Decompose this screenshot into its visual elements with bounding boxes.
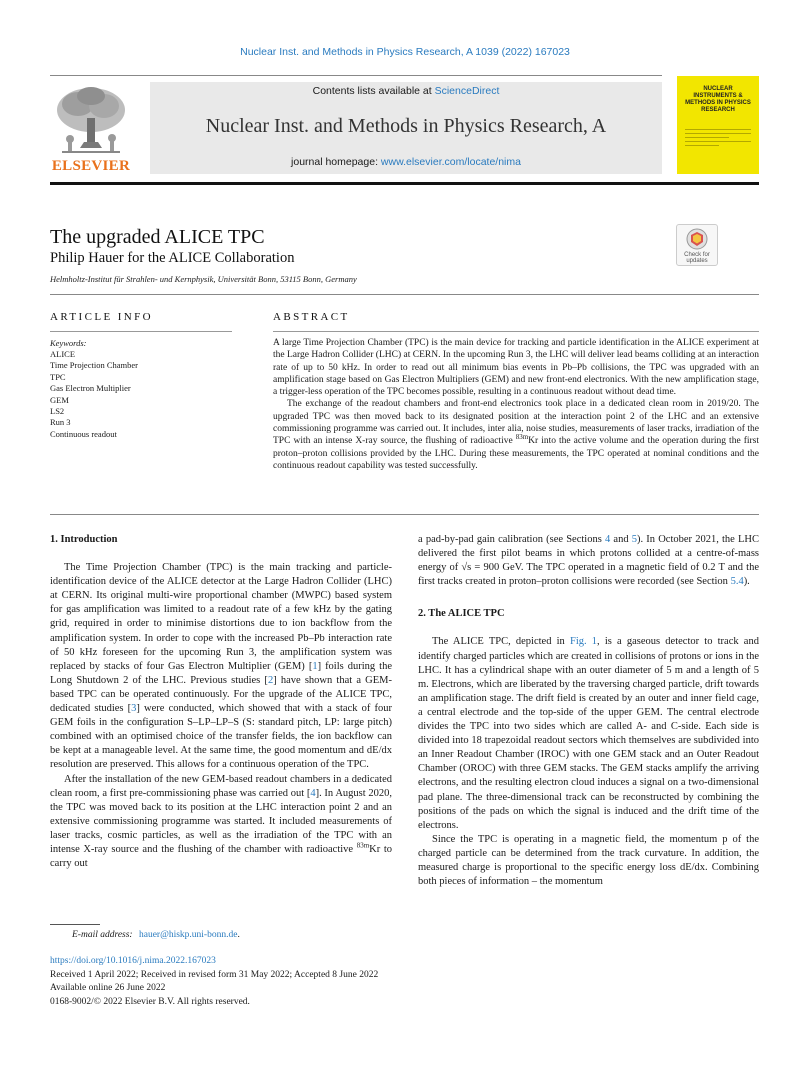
section-link-5-4[interactable]: 5.4 <box>730 576 744 588</box>
isotope-superscript: 83m <box>356 841 370 850</box>
received-dates: Received 1 April 2022; Received in revised form 31 May 2022; Accepted 8 June 2022 <box>50 969 379 980</box>
section-link-4[interactable]: 4 <box>604 534 611 545</box>
abstract-text <box>273 337 759 472</box>
abstract-rule <box>273 331 759 332</box>
publisher-name: ELSEVIER <box>51 158 131 174</box>
check-updates-label: Check for updates <box>684 252 710 264</box>
tree-icon <box>50 84 132 156</box>
intro-text-span: ] were conducted, which showed that with a stack of four GEM foils in the configuration S–LP–LP–S (S: standard pitch, LP: large pitch) combined with an optimised choice of the transfer fields, the ion backflow can be kept at a manageable level. At the same time, the good momentum and dE/dx resolution are preserved. This allows for a continuous operation of the TPC. <box>50 703 393 771</box>
footnote-email <box>72 930 240 940</box>
intro-text-span: and <box>610 534 632 545</box>
masthead-bottom-rule <box>50 182 759 185</box>
right-column <box>418 533 759 889</box>
sciencedirect-link[interactable]: ScienceDirect <box>434 85 500 97</box>
keyword: TPC <box>50 371 66 382</box>
alice-tpc-text-span: The ALICE TPC, depicted in <box>432 636 570 648</box>
keywords-list <box>50 349 138 440</box>
paper-authors: Philip Hauer for the ALICE Collaboration <box>50 250 295 266</box>
homepage-link[interactable]: www.elsevier.com/locate/nima <box>380 156 521 168</box>
doi-link[interactable]: https://doi.org/10.1016/j.nima.2022.167023 <box>50 956 216 966</box>
author-email-link[interactable]: hauer@hiskp.uni-bonn.de <box>138 930 238 940</box>
intro-text-span: ]. In August 2020, the TPC was moved back to its position at the LHC interaction point 2 and an extensive commissioning programme was started. It included measurements of laser tracks, cosmic particles, as well as the irradiation of the TPC with an intense X-ray source and the flushing of the chamber with radioactive <box>50 787 392 855</box>
check-for-updates-badge[interactable] <box>676 224 718 266</box>
reference-link-2[interactable]: 2 <box>267 674 274 686</box>
footnote-rule <box>50 924 100 925</box>
intro-text-span: ] foils during the Long Shutdown 2 of the LHC. Previous studies [ <box>50 660 392 686</box>
cover-decoration <box>677 126 759 149</box>
intro-text-span: ). <box>743 576 750 588</box>
article-info-rule <box>50 331 232 332</box>
keyword: LS2 <box>50 406 65 417</box>
keywords-label: Keywords: <box>50 338 87 348</box>
check-updates-icon <box>677 225 717 255</box>
reference-link-1[interactable]: 1 <box>312 660 318 672</box>
abstract-paragraph-2 <box>273 398 759 472</box>
intro-text-span: a pad-by-pad gain calibration (see Sections <box>418 534 605 545</box>
reference-link-4[interactable]: 4 <box>310 787 316 799</box>
keyword: GEM <box>50 394 69 405</box>
journal-cover[interactable] <box>677 76 759 174</box>
email-label: E-mail address: <box>72 930 133 940</box>
section-heading-alice-tpc: 2. The ALICE TPC <box>418 608 505 620</box>
title-bottom-rule <box>50 294 759 295</box>
contents-prefix: Contents lists available at <box>312 85 435 97</box>
email-tail: . <box>237 930 240 940</box>
article-info-heading: ARTICLE INFO <box>50 311 153 323</box>
abstract-bottom-rule <box>50 514 759 515</box>
keyword: Time Projection Chamber <box>50 360 138 371</box>
cover-title: NUCLEAR INSTRUMENTS & METHODS IN PHYSICS RESEARCH <box>685 86 751 113</box>
abstract-paragraph-1: A large Time Projection Chamber (TPC) is the main device for tracking and particle identification in the ALICE experiment at the Large Hadron Collider (LHC) at CERN. In the upcoming Run 3, the LHC will deliver lead beams colliding at an interaction rate of up to 50 kHz. In order to read out all minimum bias events in Pb–Pb collisions, the TPC was upgraded with an amplification stage based on Gas Electron Multipliers (GEM) and new front-end electronics. With the new amplification stage, a trigger-less operation of the TPC becomes possible, resulting in a continuous readout without dead time. <box>273 338 759 398</box>
intro-paragraph-3 <box>418 533 759 589</box>
intro-text-span: ). In October 2021, the LHC delivered the first pilot beams in which protons collided at a centre-of-mass energy of √s = 900 GeV. The TPC operated in a magnetic field of 0.2 T and the first tracks created in proton–proton collisions were recorded (see Section <box>418 534 760 588</box>
section-link-5[interactable]: 5 <box>631 534 637 545</box>
homepage-line <box>150 156 662 168</box>
intro-text-span: ] have shown that a GEM-based TPC can be operated continuously. For the upgrade of the ALICE TPC, dedicated studies [ <box>50 674 392 715</box>
section-heading-introduction: 1. Introduction <box>50 534 118 545</box>
contents-line <box>150 85 662 97</box>
copyright: 0168-9002/© 2022 Elsevier B.V. All rights reserved. <box>50 996 250 1007</box>
masthead-top-rule <box>50 75 662 76</box>
paper-title: The upgraded ALICE TPC <box>50 226 265 248</box>
reference-link-3[interactable]: 3 <box>131 703 137 715</box>
left-column <box>50 533 392 871</box>
abstract-text-span: Kr into the active volume and the operation during the first proton–proton collisions provided by the LHC. During these measurements, the TPC operated at nominal conditions and the continuous readout capability was tested successfully. <box>273 436 760 471</box>
intro-text-span: After the installation of the new GEM-based readout chambers in a dedicated clean room, a first pre-commissioning phase was carried out [ <box>50 773 392 799</box>
author-affiliation: Helmholtz-Institut für Strahlen- und Kernphysik, Universität Bonn, 53115 Bonn, Germany <box>50 274 357 284</box>
alice-tpc-paragraph-2: Since the TPC is operating in a magnetic field, the momentum p of the charged particle can be determined from the track curvature. In addition, the measured charge is proportional to the specific energy loss dE/dx. Combining both pieces of information – the momentum <box>418 833 759 888</box>
abstract-text-span: The exchange of the readout chambers and front-end electronics took place in a dedicated clean room in 2019/20. The upgraded TPC was then moved back to its designated position at the interaction point 2 of the LHC and an extensive commissioning programme was carried out. It includes, inter alia, noise studies, measurements of laser tracks, irradiation of the TPC with an intense X-ray source, the flushing of radioactive <box>273 399 759 447</box>
intro-paragraph-2 <box>50 773 392 872</box>
intro-text-span: Kr to carry out <box>50 843 392 870</box>
abstract-heading: ABSTRACT <box>273 311 350 323</box>
keyword: Continuous readout <box>50 428 117 439</box>
homepage-prefix: journal homepage: <box>291 156 381 168</box>
keyword: Gas Electron Multiplier <box>50 383 131 394</box>
article-history <box>50 955 378 1009</box>
figure-link-1[interactable]: Fig. 1 <box>569 636 598 648</box>
intro-paragraph-1 <box>50 561 392 772</box>
intro-text-span: The Time Projection Chamber (TPC) is the main tracking and particle-identification device of the ALICE detector at the Large Hadron Collider (LHC) at CERN. Its original multi-wire proportional chamber (MWPC) based system for gas amplification was limited to a readout rate of a few kHz by the gating grid, required in order to minimise distortions due to ion backflow from the amplification system. In order to cope with the increased Pb–Pb interaction rate of 50 kHz foreseen for the upcoming Run 3, the amplification system was replaced by stacks of four Gas Electron Multiplier (GEM) [ <box>50 562 392 672</box>
available-online: Available online 26 June 2022 <box>50 983 166 993</box>
alice-tpc-text-span: , is a gaseous detector to track and identify charged particles which are created in collisions of protons or ions in the LHC. It has a cylindrical shape with an outer diameter of 5 m and a length of 5 m. Electrons, which are liberated by the traversing charged particle, drift towards an amplification stage. The drift field is created by an outer and inner field cage, a central electrode and the top-side of the upper GEM. The central electrode divides the TPC into two sides which are called A- and C-side. Each side is divided into 18 trapezoidal readout sectors which themselves are subdivided into an Inner Readout Chamber (IROC) with one GEM stack and an Outer Readout Chamber (OROC) with three GEM stacks. The GEM stacks amplify the arriving electrons, and the resulting electron cloud induces a signal on a two-dimensional pad plane. The three-dimensional track can be reconstructed by combining the positions of the pads on which the signal is induced and the drift time of the electrons. <box>418 636 759 831</box>
keyword: ALICE <box>50 349 76 359</box>
isotope-superscript: 83m <box>515 433 529 442</box>
alice-tpc-paragraph-1 <box>418 635 759 832</box>
keyword: Run 3 <box>50 417 71 428</box>
journal-title: Nuclear Inst. and Methods in Physics Research, A <box>205 115 607 137</box>
journal-citation[interactable]: Nuclear Inst. and Methods in Physics Research, A 1039 (2022) 167023 <box>240 46 570 58</box>
